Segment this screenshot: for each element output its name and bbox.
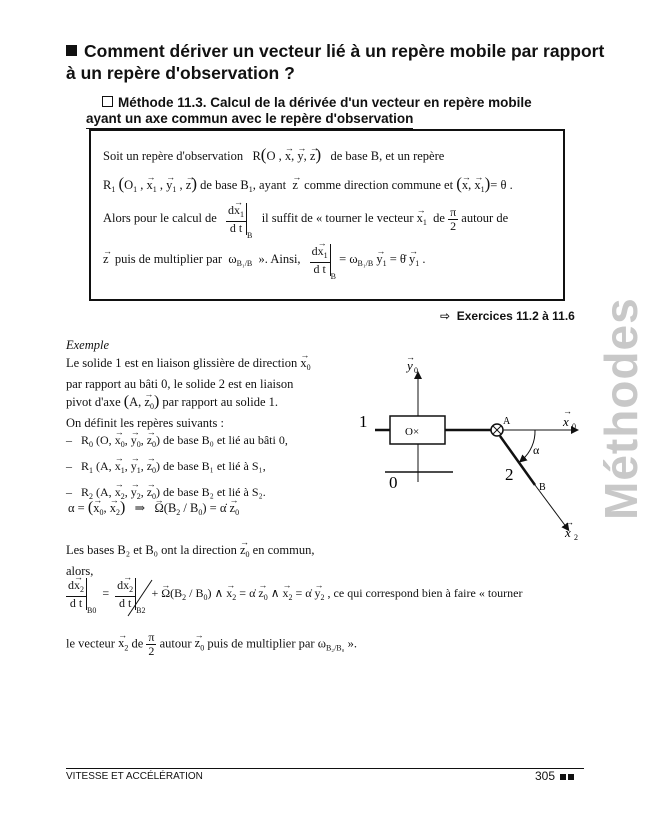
square-marker-icon — [568, 774, 574, 780]
checkbox-square-icon — [102, 96, 113, 107]
frame-item: – $R_0$ (O, → $x_0$, → $y_0$, → $z_0$) de base B₀ et lié au bâti 0, — [66, 432, 288, 453]
label-0: 0 — [389, 473, 398, 492]
method-heading: Méthode 11.3. Calcul de la dérivée d'un vecteur en repère mobile ayant un axe commun avec le repère d'observation — [86, 95, 586, 129]
label-y0: y — [407, 358, 413, 373]
frame-item: – $R_1$ (A, → $x_1$, → $y_1$, → $z_0$) de base B₁ et lié à S₁, — [66, 458, 288, 479]
label-alpha: α — [533, 443, 540, 457]
footer-rule — [66, 768, 584, 769]
label-1: 1 — [359, 412, 368, 431]
mechanism-figure — [345, 350, 590, 545]
label-B: B — [539, 482, 546, 493]
svg-text:2: 2 — [574, 533, 578, 542]
conclusion-line: le vecteur → $x_2$ de $\frac{\pi}{2}$ autour → $z_0$ puis de multiplier par $\omega_{B_2/B_0}$ ». — [66, 631, 357, 658]
section-title: Comment dériver un vecteur lié à un repère mobile par rapport à un repère d'observation ? — [66, 41, 605, 83]
box-line-3: Alors pour le calcul de $\frac{d\to x_1}{\text{d t}}$ $_B$ il suffit de « tourner le vecteur → $x_1$ de $\frac{\pi}{2}$ autour de — [103, 203, 508, 243]
bullet-square-icon — [66, 45, 77, 56]
footer-title: VITESSE ET ACCÉLÉRATION — [66, 771, 203, 782]
label-x0: x — [563, 414, 569, 429]
side-label: Méthodes — [595, 297, 647, 520]
svg-text:→: → — [563, 406, 572, 416]
exercises-reference: ⇨ Exercices 11.2 à 11.6 — [440, 309, 575, 323]
label-A: A — [503, 416, 511, 427]
label-x2: x — [565, 525, 571, 540]
svg-text:→: → — [565, 517, 574, 527]
derivative-equation: $\frac{d\to x_2}{\text{d t}}$ $_{B0}$ = $\frac{d\to x_2}{\text{d t}}$ $_{B2}$ + → $\Omega(B_2 / B_0)$ ∧ → $x_2$ = α̇ → $z_0$ ∧ → $x_2$ = α̇ → $y_2$ , ce qui correspond bien à faire « tourner — [66, 578, 522, 619]
common-direction-text: Les bases B₂ et B₀ ont la direction → $z_0$ en commun, alors, — [66, 542, 314, 579]
box-line-2: $R_1$ ($O_1$ , → $x_1$ , → $y_1$ , → z) de base $B_1$, ayant → z comme direction commune et (→ x, → $x_1)= \theta$ . — [103, 177, 513, 197]
frames-intro: On définit les repères suivants : — [66, 416, 224, 430]
example-paragraph: Le solide 1 est en liaison glissière de direction → $x_0$ par rapport au bâti 0, le solide 2 est en liaison pivot d'axe (A, → $z_0$) par rapport au solide 1. — [66, 355, 346, 415]
svg-text:0: 0 — [414, 366, 418, 375]
arrow-right-icon: ⇨ — [440, 309, 451, 323]
box-line-4: → z puis de multiplier par $\omega_{B_1/B}$ ». Ainsi, $\frac{d\to x_1}{\text{d t}}$ $_B = \omega_{B_1/B} \to y_1$ = θ̇ → $y_1$ . — [103, 244, 426, 284]
square-marker-icon — [560, 774, 566, 780]
label-Ox: O× — [405, 426, 420, 438]
page-number: 305 — [535, 769, 574, 783]
alpha-definition: α = (→ $x_0$, → $x_2$) ⇒ → $\Omega(B_2 / B_0)$ = α̇ → $z_0$ — [68, 500, 239, 521]
svg-text:→: → — [406, 352, 415, 362]
svg-text:0: 0 — [572, 422, 576, 431]
frame-item: – $R_2$ (A, → $x_2$, → $y_2$, → $z_0$) de base B₂ et lié à S₂. — [66, 484, 288, 505]
strike-through-mark — [126, 578, 156, 618]
label-2: 2 — [505, 465, 514, 484]
example-heading: Exemple — [66, 338, 110, 352]
box-line-1: Soit un repère d'observation R(O , → x, → y, → z) de base B, et un repère — [103, 148, 444, 163]
